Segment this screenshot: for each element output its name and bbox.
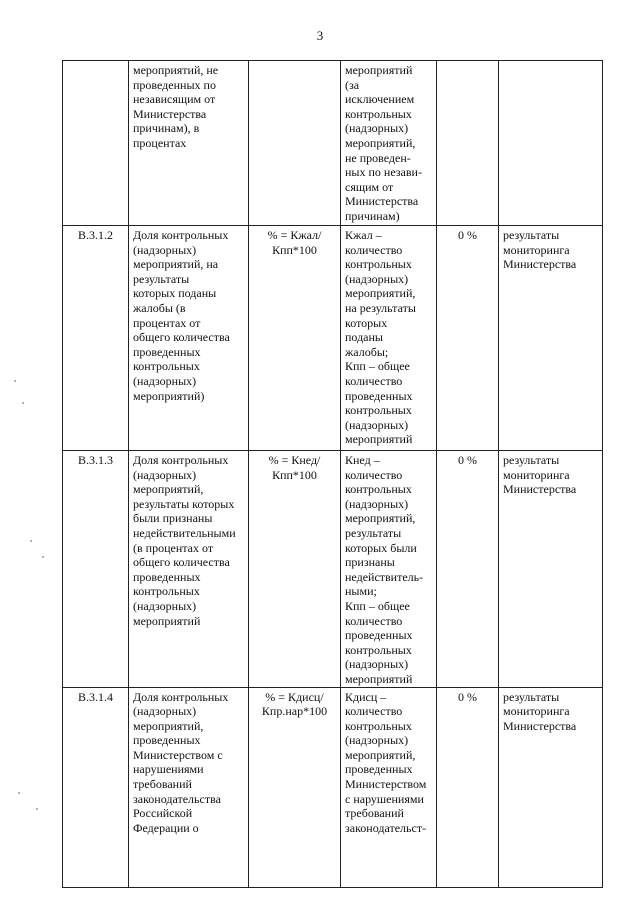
cell-text-line: результаты	[503, 689, 560, 704]
cell-text-line: мероприятий, на	[133, 257, 219, 272]
cell-text-line: недействительными	[133, 525, 236, 540]
cell-text-line: проведенных	[345, 628, 413, 643]
cell-text-line: контрольных	[345, 257, 412, 272]
cell-text-line: Министерством с	[133, 747, 223, 762]
page-number: 3	[316, 28, 324, 43]
cell-text-line: требований	[345, 806, 404, 821]
cell-text-line: процентах	[133, 135, 187, 150]
cell-text-line: мероприятий	[345, 432, 413, 447]
cell-text-line: признаны	[345, 555, 395, 570]
cell-text-line: результаты	[345, 525, 402, 540]
cell-text-line: нарушениями	[133, 762, 204, 777]
indicator-code-cell	[63, 451, 129, 688]
cell-text-line: мероприятий	[133, 613, 201, 628]
cell-text-line: ных по незави-	[345, 165, 422, 180]
data-source-cell	[499, 61, 603, 226]
cell-text-line: количество	[345, 373, 403, 388]
cell-text-line: мероприятий,	[345, 747, 416, 762]
cell-text-line: причинам), в	[133, 121, 200, 136]
cell-text: В.3.1.3	[77, 453, 113, 467]
scan-speck	[22, 402, 24, 404]
cell-text-line: (за	[345, 77, 360, 92]
target-value-cell	[437, 61, 499, 226]
cell-text-line: (надзорных)	[133, 467, 197, 482]
scan-speck	[36, 808, 38, 810]
cell-text-line: (надзорных)	[345, 271, 409, 286]
cell-text-line: Министерства	[503, 482, 577, 497]
cell-text-line: Кнед –	[345, 453, 380, 467]
cell-text-line: (надзорных)	[345, 496, 409, 511]
cell-text-line: процентах от	[133, 315, 201, 330]
cell-text-line: мониторинга	[503, 704, 570, 719]
cell-text-line: мероприятий,	[133, 718, 204, 733]
cell-text-line: недействитель-	[345, 569, 424, 584]
cell-text-line: были признаны	[133, 511, 213, 526]
formula-cell	[249, 687, 341, 887]
formula-cell	[249, 226, 341, 451]
cell-text-line: контрольных	[345, 482, 412, 497]
cell-text-line: мониторинга	[503, 242, 570, 257]
target-value-cell	[437, 226, 499, 451]
cell-text-line: контрольных	[133, 584, 200, 599]
cell-text-line: мероприятий,	[345, 286, 416, 301]
cell-text-line: Доля контрольных	[133, 689, 229, 704]
cell-text-line: жалобы;	[345, 344, 389, 359]
cell-text-line: Кпп*100	[272, 242, 317, 257]
cell-text-line: на результаты	[345, 300, 416, 315]
cell-text: 0 %	[458, 453, 477, 467]
cell-text-line: мероприятий,	[133, 482, 204, 497]
cell-text-line: (в процентах от	[133, 540, 214, 555]
indicator-name-cell	[129, 451, 249, 688]
indicator-name-cell	[129, 226, 249, 451]
cell-text-line: Министерства	[133, 106, 207, 121]
cell-text-line: поданы	[345, 330, 383, 345]
cell-text-line: результаты	[503, 228, 560, 242]
cell-text-line: % = Кжал/	[267, 228, 322, 242]
cell-text-line: % = Кнед/	[268, 453, 321, 467]
target-value-cell	[437, 687, 499, 887]
cell-text-line: контрольных	[345, 642, 412, 657]
cell-text-line: (надзорных)	[345, 733, 409, 748]
cell-text-line: мероприятий)	[133, 388, 205, 403]
cell-text-line: % = Кдисц/	[265, 689, 324, 704]
cell-text-line: которых были	[345, 540, 417, 555]
data-source-cell	[499, 226, 603, 451]
cell-text-line: с нарушениями	[345, 791, 424, 806]
cell-text: В.3.1.4	[77, 689, 113, 704]
table-row	[63, 226, 603, 451]
cell-text-line: результаты	[503, 453, 560, 467]
cell-text-line: Кпп – общее	[345, 598, 410, 613]
indicator-name-cell	[129, 687, 249, 887]
data-source-cell	[499, 687, 603, 887]
cell-text-line: Кжал –	[345, 228, 382, 242]
formula-description-cell	[341, 61, 437, 226]
cell-text-line: ными;	[345, 584, 377, 599]
table-row	[63, 451, 603, 688]
cell-text-line: Министерства	[345, 194, 419, 209]
cell-text-line: (надзорных)	[345, 417, 409, 432]
cell-text-line: (надзорных)	[345, 121, 409, 136]
cell-text-line: которых	[345, 315, 388, 330]
formula-description-cell	[341, 451, 437, 688]
scan-speck	[42, 556, 44, 558]
indicator-table	[62, 60, 603, 888]
cell-text-line: контрольных	[133, 359, 200, 374]
cell-text-line: (надзорных)	[345, 657, 409, 672]
formula-cell	[249, 451, 341, 688]
cell-text-line: проведенных по	[133, 77, 216, 92]
cell-text-line: общего количества	[133, 555, 230, 570]
table-row	[63, 61, 603, 226]
cell-text-line: проведенных	[133, 344, 201, 359]
cell-text-line: Федерации о	[133, 820, 199, 835]
cell-text-line: Кдисц –	[345, 689, 387, 704]
cell-text-line: законодательст-	[345, 820, 427, 835]
cell-text-line: проведенных	[133, 569, 201, 584]
formula-description-cell	[341, 687, 437, 887]
indicator-name-cell	[129, 61, 249, 226]
cell-text-line: Кпр.нар*100	[261, 704, 328, 719]
cell-text-line: Доля контрольных	[133, 228, 229, 242]
cell-text: 0 %	[458, 689, 477, 704]
cell-text-line: Министерства	[503, 257, 577, 272]
cell-text-line: Министерством	[345, 777, 427, 792]
cell-text-line: мероприятий	[345, 671, 413, 686]
cell-text-line: законодательства	[133, 791, 221, 806]
cell-text-line: (надзорных)	[133, 598, 197, 613]
cell-text-line: контрольных	[345, 718, 412, 733]
cell-text: 0 %	[458, 228, 477, 242]
cell-text-line: количество	[345, 242, 403, 257]
cell-text-line: общего количества	[133, 330, 230, 345]
cell-text-line: требований	[133, 777, 192, 792]
cell-text-line: мероприятий, не	[133, 63, 219, 77]
formula-description-cell	[341, 226, 437, 451]
table-row	[63, 687, 603, 887]
cell-text-line: мероприятий	[345, 63, 413, 77]
cell-text-line: жалобы (в	[133, 300, 186, 315]
cell-text-line: результаты которых	[133, 496, 235, 511]
scan-speck	[30, 540, 32, 542]
indicator-code-cell	[63, 226, 129, 451]
formula-cell	[249, 61, 341, 226]
cell-text-line: (надзорных)	[133, 704, 197, 719]
cell-text-line: проведенных	[345, 388, 413, 403]
target-value-cell	[437, 451, 499, 688]
cell-text-line: сящим от	[345, 179, 394, 194]
cell-text-line: мероприятий,	[345, 135, 416, 150]
cell-text-line: мониторинга	[503, 467, 570, 482]
cell-text-line: проведенных	[133, 733, 201, 748]
indicator-code-cell	[63, 687, 129, 887]
cell-text-line: количество	[345, 704, 403, 719]
cell-text: В.3.1.2	[77, 228, 113, 242]
scan-speck	[18, 792, 20, 794]
scan-speck	[14, 380, 16, 382]
cell-text-line: Кпп – общее	[345, 359, 410, 374]
cell-text-line: Доля контрольных	[133, 453, 229, 467]
cell-text-line: контрольных	[345, 403, 412, 418]
data-source-cell	[499, 451, 603, 688]
cell-text-line: количество	[345, 467, 403, 482]
cell-text-line: мероприятий,	[345, 511, 416, 526]
cell-text-line: Российской	[133, 806, 193, 821]
cell-text-line: причинам)	[345, 208, 400, 223]
cell-text-line: Министерства	[503, 718, 577, 733]
cell-text-line: которых поданы	[133, 286, 217, 301]
cell-text-line: (надзорных)	[133, 242, 197, 257]
cell-text-line: не проведен-	[345, 150, 411, 165]
cell-text-line: количество	[345, 613, 403, 628]
cell-text-line: контрольных	[345, 106, 412, 121]
cell-text-line: Кпп*100	[272, 467, 317, 482]
cell-text-line: проведенных	[345, 762, 413, 777]
indicator-code-cell	[63, 61, 129, 226]
cell-text-line: независящим от	[133, 92, 216, 107]
cell-text-line: результаты	[133, 271, 190, 286]
cell-text-line: исключением	[345, 92, 415, 107]
cell-text-line: (надзорных)	[133, 373, 197, 388]
